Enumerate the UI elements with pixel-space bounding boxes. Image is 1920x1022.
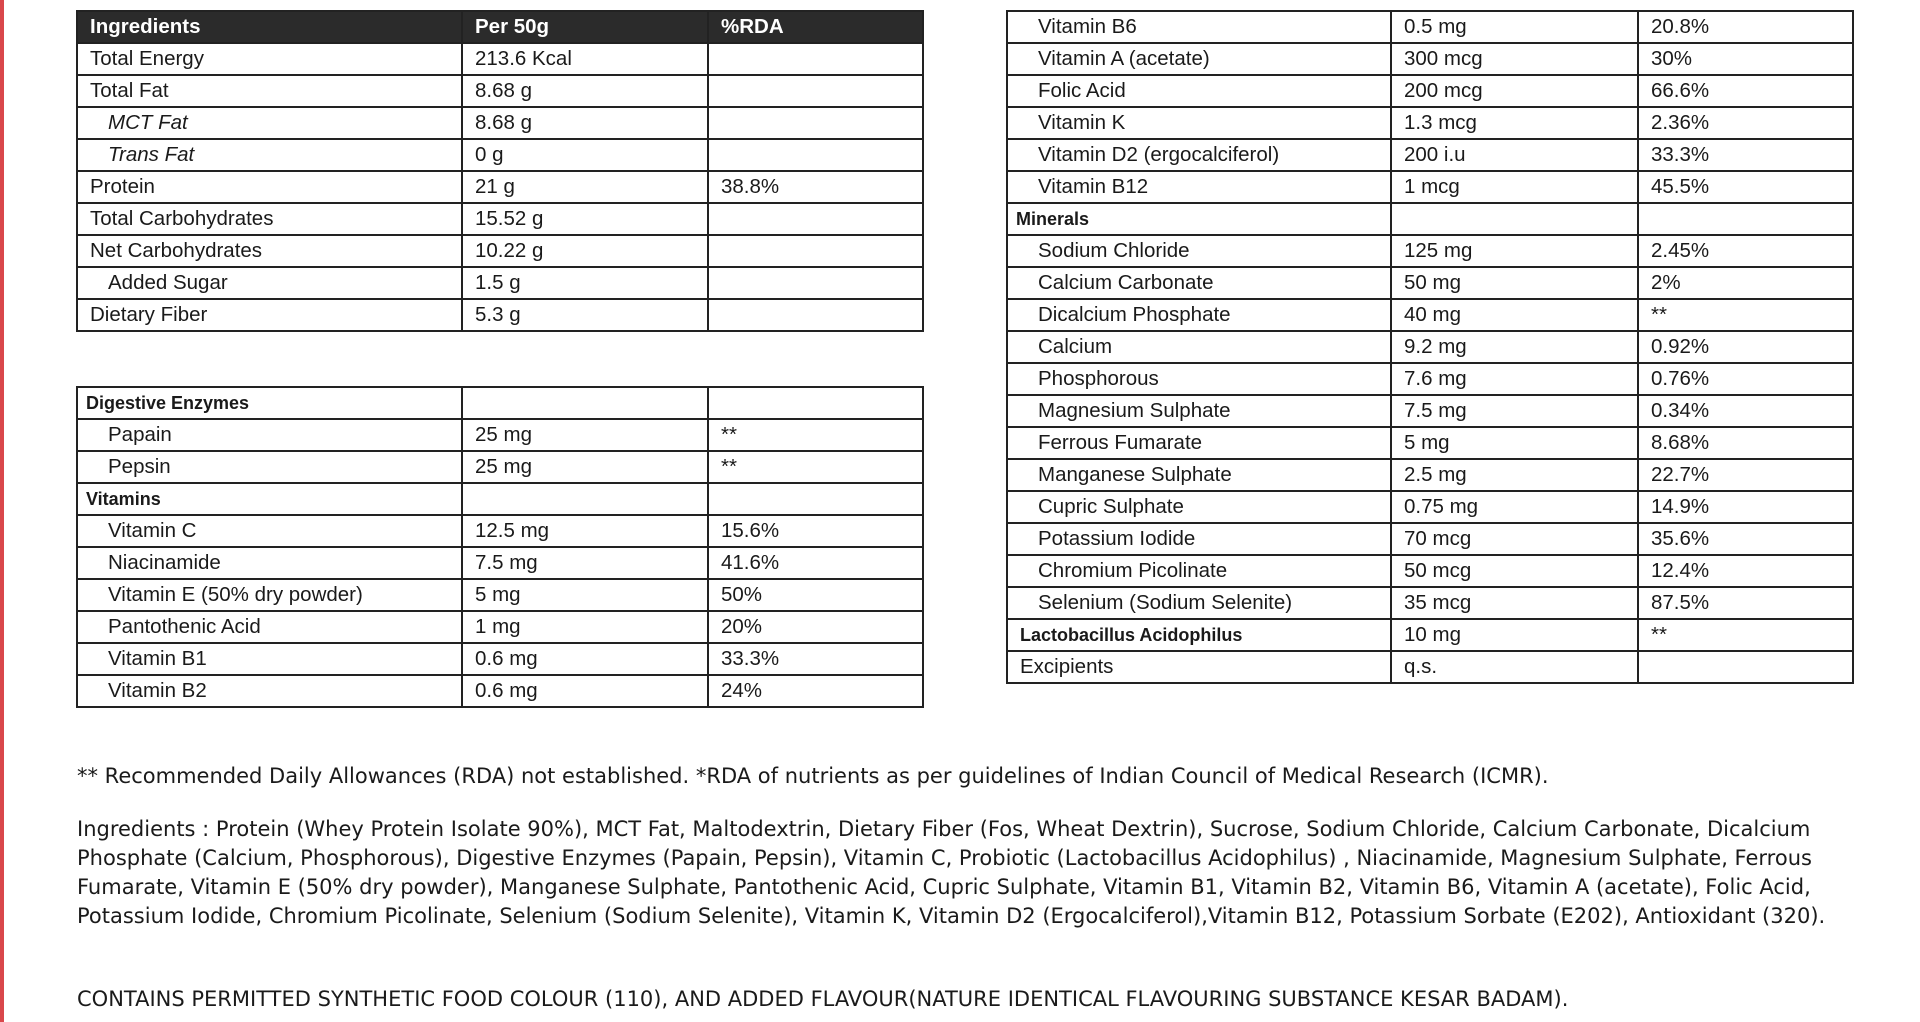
table-row	[77, 643, 923, 675]
nutrient-name: Excipients	[1007, 651, 1391, 683]
nutrient-name: Cupric Sulphate	[1007, 491, 1391, 523]
nutrient-amount: 0.6 mg	[462, 675, 708, 707]
nutrient-amount: 1 mcg	[1391, 171, 1638, 203]
nutrient-rda: 0.92%	[1638, 331, 1853, 363]
table-row	[77, 235, 923, 267]
nutrient-rda: 15.6%	[708, 515, 923, 547]
nutrient-name: Calcium	[1007, 331, 1391, 363]
nutrient-amount: 7.6 mg	[1391, 363, 1638, 395]
nutrient-name: Protein	[77, 171, 462, 203]
table-row	[77, 203, 923, 235]
table-row	[1007, 363, 1853, 395]
nutrient-name: Folic Acid	[1007, 75, 1391, 107]
table-row	[1007, 267, 1853, 299]
nutrient-rda: 45.5%	[1638, 171, 1853, 203]
nutrient-amount: 2.5 mg	[1391, 459, 1638, 491]
table-row	[77, 419, 923, 451]
nutrient-rda: 33.3%	[1638, 139, 1853, 171]
table-row	[1007, 75, 1853, 107]
column-header-ingredients: Ingredients	[77, 11, 462, 43]
nutrient-name: Total Carbohydrates	[77, 203, 462, 235]
nutrient-amount: 300 mcg	[1391, 43, 1638, 75]
nutrient-name: Vitamin E (50% dry powder)	[77, 579, 462, 611]
nutrient-name: Calcium Carbonate	[1007, 267, 1391, 299]
nutrient-rda: **	[708, 419, 923, 451]
table-row	[1007, 235, 1853, 267]
nutrient-rda: 50%	[708, 579, 923, 611]
nutrient-amount: 0.5 mg	[1391, 11, 1638, 43]
nutrient-rda: 2.45%	[1638, 235, 1853, 267]
nutrient-rda: 20.8%	[1638, 11, 1853, 43]
section-row	[77, 387, 923, 419]
table-row	[77, 75, 923, 107]
table-row	[1007, 43, 1853, 75]
table-row	[1007, 395, 1853, 427]
empty-cell	[708, 483, 923, 515]
table-header-row	[77, 11, 923, 43]
section-row	[1007, 203, 1853, 235]
nutrient-rda	[708, 139, 923, 171]
nutrient-amount: 25 mg	[462, 451, 708, 483]
nutrient-name: Phosphorous	[1007, 363, 1391, 395]
nutrient-amount: 0 g	[462, 139, 708, 171]
empty-cell	[1638, 203, 1853, 235]
nutrient-rda: 8.68%	[1638, 427, 1853, 459]
nutrient-rda	[1638, 651, 1853, 683]
nutrient-name: Dicalcium Phosphate	[1007, 299, 1391, 331]
table-row	[77, 675, 923, 707]
rda-footnote: ** Recommended Daily Allowances (RDA) not established. *RDA of nutrients as per guidelines of Indian Council of Medical Research (ICMR).	[77, 764, 1549, 788]
table-row	[1007, 459, 1853, 491]
nutrient-rda: 0.34%	[1638, 395, 1853, 427]
table-row	[77, 139, 923, 171]
nutrient-rda: 20%	[708, 611, 923, 643]
table-row	[77, 547, 923, 579]
nutrient-name: Dietary Fiber	[77, 299, 462, 331]
table-row	[1007, 427, 1853, 459]
nutrient-rda	[708, 75, 923, 107]
empty-cell	[1391, 203, 1638, 235]
empty-cell	[462, 387, 708, 419]
section-title-vitamins: Vitamins	[77, 483, 462, 515]
table-row	[1007, 171, 1853, 203]
probiotic-name: Lactobacillus Acidophilus	[1007, 619, 1391, 651]
nutrient-name: Vitamin A (acetate)	[1007, 43, 1391, 75]
nutrient-name: Vitamin B1	[77, 643, 462, 675]
nutrient-name: Pantothenic Acid	[77, 611, 462, 643]
nutrient-name: Vitamin C	[77, 515, 462, 547]
table-row	[77, 451, 923, 483]
nutrient-amount: 15.52 g	[462, 203, 708, 235]
nutrient-amount: 7.5 mg	[1391, 395, 1638, 427]
nutrient-amount: 12.5 mg	[462, 515, 708, 547]
table-row	[1007, 107, 1853, 139]
nutrient-rda: 38.8%	[708, 171, 923, 203]
nutrient-amount: 0.75 mg	[1391, 491, 1638, 523]
table-row	[77, 171, 923, 203]
nutrient-name: Vitamin B2	[77, 675, 462, 707]
table-row	[77, 579, 923, 611]
nutrient-rda	[708, 235, 923, 267]
nutrient-name: Vitamin B6	[1007, 11, 1391, 43]
vitamins-minerals-table	[1006, 10, 1854, 684]
column-header-per-50g: Per 50g	[462, 11, 708, 43]
nutrient-amount: 35 mcg	[1391, 587, 1638, 619]
nutrient-name: Niacinamide	[77, 547, 462, 579]
nutrient-name: Trans Fat	[77, 139, 462, 171]
nutrient-amount: 8.68 g	[462, 75, 708, 107]
nutrient-name: Pepsin	[77, 451, 462, 483]
nutrient-amount: 70 mcg	[1391, 523, 1638, 555]
nutrient-rda: 14.9%	[1638, 491, 1853, 523]
nutrient-name: Selenium (Sodium Selenite)	[1007, 587, 1391, 619]
nutrient-amount: 21 g	[462, 171, 708, 203]
nutrient-rda	[708, 299, 923, 331]
nutrient-amount: 1 mg	[462, 611, 708, 643]
table-row	[77, 267, 923, 299]
nutrient-amount: 200 i.u	[1391, 139, 1638, 171]
nutrient-name: Chromium Picolinate	[1007, 555, 1391, 587]
nutrient-amount: 5 mg	[1391, 427, 1638, 459]
table-row	[1007, 555, 1853, 587]
nutrient-amount: 50 mcg	[1391, 555, 1638, 587]
table-row	[77, 299, 923, 331]
table-row	[1007, 299, 1853, 331]
nutrient-amount: 50 mg	[1391, 267, 1638, 299]
nutrient-name: Total Energy	[77, 43, 462, 75]
nutrient-rda: 66.6%	[1638, 75, 1853, 107]
nutrient-amount: 25 mg	[462, 419, 708, 451]
nutrient-name: Vitamin D2 (ergocalciferol)	[1007, 139, 1391, 171]
table-row	[77, 107, 923, 139]
empty-cell	[708, 387, 923, 419]
section-row	[77, 483, 923, 515]
nutrient-rda: 35.6%	[1638, 523, 1853, 555]
nutrient-rda: **	[1638, 299, 1853, 331]
nutrient-rda: **	[708, 451, 923, 483]
table-row	[1007, 331, 1853, 363]
macronutrient-table	[76, 10, 924, 332]
nutrient-rda: 41.6%	[708, 547, 923, 579]
nutrient-amount: 1.5 g	[462, 267, 708, 299]
table-row	[1007, 139, 1853, 171]
table-row	[77, 611, 923, 643]
nutrient-rda	[708, 203, 923, 235]
nutrient-name: Net Carbohydrates	[77, 235, 462, 267]
column-header-rda: %RDA	[708, 11, 923, 43]
table-row	[1007, 587, 1853, 619]
nutrient-rda: 2%	[1638, 267, 1853, 299]
nutrient-amount: 5 mg	[462, 579, 708, 611]
nutrient-name: Potassium Iodide	[1007, 523, 1391, 555]
nutrient-amount: 125 mg	[1391, 235, 1638, 267]
nutrient-amount: 40 mg	[1391, 299, 1638, 331]
nutrient-name: Added Sugar	[77, 267, 462, 299]
nutrient-amount: 10 mg	[1391, 619, 1638, 651]
table-row	[1007, 491, 1853, 523]
nutrient-amount: 10.22 g	[462, 235, 708, 267]
nutrient-name: Sodium Chloride	[1007, 235, 1391, 267]
nutrient-name: Total Fat	[77, 75, 462, 107]
table-row	[1007, 11, 1853, 43]
nutrient-amount: 5.3 g	[462, 299, 708, 331]
table-row	[1007, 619, 1853, 651]
table-row	[1007, 523, 1853, 555]
nutrient-amount: 1.3 mcg	[1391, 107, 1638, 139]
nutrient-amount: 7.5 mg	[462, 547, 708, 579]
nutrient-name: Magnesium Sulphate	[1007, 395, 1391, 427]
ingredients-list: Ingredients : Protein (Whey Protein Isolate 90%), MCT Fat, Maltodextrin, Dietary Fiber (Fos, Wheat Dextrin), Sucrose, Sodium Chloride, Calcium Carbonate, Dicalcium Phosphate (Calcium, Phosphorous), Digestive Enzymes (Papain, Pepsin), Vitamin C, Probiotic (Lactobacillus Acidophilus) , Niacinamide, Magnesium Sulphate, Ferrous Fumarate, Vitamin E (50% dry powder), Manganese Sulphate, Pantothenic Acid, Cupric Sulphate, Vitamin B1, Vitamin B2, Vitamin B6, Vitamin A (acetate), Folic Acid, Potassium Iodide, Chromium Picolinate, Selenium (Sodium Selenite), Vitamin K, Vitamin D2 (Ergocalciferol),Vitamin B12, Potassium Sorbate (E202), Antioxidant (320).	[77, 817, 1826, 928]
nutrient-name: Ferrous Fumarate	[1007, 427, 1391, 459]
table-row	[1007, 651, 1853, 683]
nutrient-amount: 200 mcg	[1391, 75, 1638, 107]
nutrient-amount: 8.68 g	[462, 107, 708, 139]
empty-cell	[462, 483, 708, 515]
section-title-digestive-enzymes: Digestive Enzymes	[77, 387, 462, 419]
nutrient-name: Manganese Sulphate	[1007, 459, 1391, 491]
section-title-minerals: Minerals	[1007, 203, 1391, 235]
nutrient-rda	[708, 267, 923, 299]
nutrient-name: Vitamin K	[1007, 107, 1391, 139]
nutrient-rda: 87.5%	[1638, 587, 1853, 619]
nutrient-amount: 213.6 Kcal	[462, 43, 708, 75]
nutrient-rda: 0.76%	[1638, 363, 1853, 395]
red-frame-edge	[0, 0, 4, 1022]
nutrient-name: MCT Fat	[77, 107, 462, 139]
nutrient-name: Vitamin B12	[1007, 171, 1391, 203]
nutrient-rda: 24%	[708, 675, 923, 707]
nutrient-name: Papain	[77, 419, 462, 451]
nutrient-rda: 2.36%	[1638, 107, 1853, 139]
nutrient-rda: 30%	[1638, 43, 1853, 75]
nutrient-rda	[708, 107, 923, 139]
nutrient-rda: **	[1638, 619, 1853, 651]
nutrient-rda: 33.3%	[708, 643, 923, 675]
nutrient-amount: q.s.	[1391, 651, 1638, 683]
table-row	[77, 515, 923, 547]
nutrient-rda	[708, 43, 923, 75]
enzymes-vitamins-table	[76, 386, 924, 708]
nutrient-amount: 0.6 mg	[462, 643, 708, 675]
colour-flavour-note: CONTAINS PERMITTED SYNTHETIC FOOD COLOUR (110), AND ADDED FLAVOUR(NATURE IDENTICAL FLAVOURING SUBSTANCE KESAR BADAM).	[77, 987, 1569, 1011]
table-row	[77, 43, 923, 75]
nutrient-rda: 22.7%	[1638, 459, 1853, 491]
nutrient-amount: 9.2 mg	[1391, 331, 1638, 363]
nutrient-rda: 12.4%	[1638, 555, 1853, 587]
